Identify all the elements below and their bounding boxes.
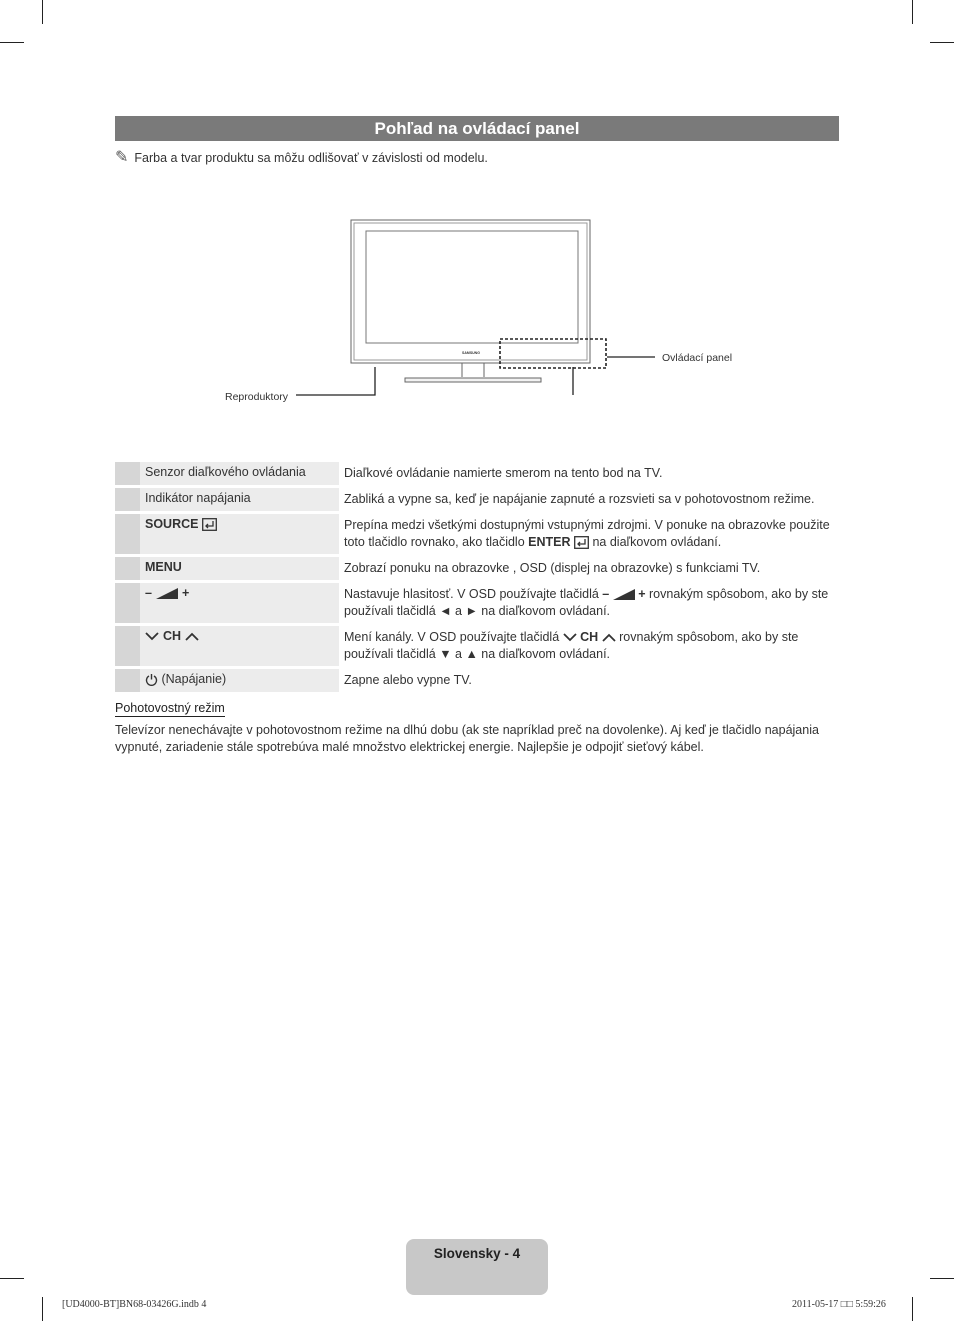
table-row bbox=[115, 626, 839, 666]
controls-table bbox=[115, 462, 839, 695]
control-name: Senzor diaľkového ovládania bbox=[140, 462, 339, 485]
volume-icon bbox=[613, 589, 635, 600]
table-row bbox=[115, 583, 839, 623]
crop-mark bbox=[42, 1297, 43, 1321]
enter-icon bbox=[574, 536, 589, 549]
desc-part: Mení kanály. V OSD používajte tlačidlá bbox=[344, 630, 563, 644]
control-desc bbox=[339, 583, 839, 623]
control-desc bbox=[339, 626, 839, 666]
chevron-up-icon bbox=[185, 632, 199, 641]
table-row bbox=[115, 462, 839, 485]
chevron-down-icon bbox=[145, 632, 159, 641]
control-desc: Zobrazí ponuku na obrazovke , OSD (displej na obrazovke) s funkciami TV. bbox=[344, 561, 761, 575]
ch-label: CH bbox=[163, 629, 182, 643]
row-marker bbox=[115, 626, 140, 666]
brand-logo: SAMSUNG bbox=[462, 351, 480, 355]
minus-symbol: – bbox=[602, 587, 610, 601]
control-desc bbox=[339, 514, 839, 554]
desc-part: rovnakým spôsobom, ako by ste používali tlačidlá ▼ a ▲ na diaľkovom ovládaní. bbox=[344, 630, 799, 661]
crop-mark bbox=[930, 1278, 954, 1279]
control-name bbox=[140, 669, 339, 692]
page-number-tab: Slovensky - 4 bbox=[406, 1239, 548, 1295]
desc-part: Nastavuje hlasitosť. V OSD používajte tlačidlá bbox=[344, 587, 603, 601]
crop-mark bbox=[912, 1297, 913, 1321]
note-text: Farba a tvar produktu sa môžu odlišovať v závislosti od modelu. bbox=[134, 151, 488, 165]
table-row bbox=[115, 488, 839, 511]
control-name bbox=[140, 626, 339, 666]
table-row bbox=[115, 557, 839, 580]
standby-text: Televízor nenechávajte v pohotovostnom režime na dlhú dobu (ak ste napríklad preč na dovolenke). Aj keď je tlačidlo napájania vypnuté, zariadenie stále spotrebúva malé množstvo elektrickej energie. Najlepšie je odpojiť sieťový kábel. bbox=[115, 723, 819, 754]
label-speakers: Reproduktory bbox=[225, 391, 289, 403]
pencil-note-icon: ✎ bbox=[115, 149, 129, 166]
print-filename: [UD4000-BT]BN68-03426G.indb 4 bbox=[62, 1299, 207, 1310]
row-marker bbox=[115, 669, 140, 692]
plus-symbol: + bbox=[638, 587, 646, 601]
power-icon bbox=[145, 673, 158, 686]
ch-label: CH bbox=[580, 630, 599, 644]
tv-diagram bbox=[0, 0, 954, 440]
page-title: Pohľad na ovládací panel bbox=[115, 116, 839, 141]
crop-mark bbox=[0, 1278, 24, 1279]
enter-icon bbox=[202, 518, 217, 531]
control-name bbox=[140, 583, 339, 623]
table-row bbox=[115, 669, 839, 692]
chevron-up-icon bbox=[602, 633, 616, 642]
row-marker bbox=[115, 488, 140, 511]
tv-illustration bbox=[296, 220, 655, 395]
control-desc: Diaľkové ovládanie namierte smerom na tento bod na TV. bbox=[344, 466, 663, 480]
print-timestamp: 2011-05-17 □□ 5:59:26 bbox=[792, 1299, 886, 1310]
source-label: SOURCE bbox=[145, 517, 199, 531]
enter-key-label: ENTER bbox=[528, 535, 571, 549]
row-marker bbox=[115, 462, 140, 485]
control-desc: Zapne alebo vypne TV. bbox=[344, 673, 472, 687]
desc-part: na diaľkovom ovládaní. bbox=[589, 535, 722, 549]
standby-heading: Pohotovostný režim bbox=[115, 701, 225, 715]
desc-part: rovnakým spôsobom, ako by ste používali tlačidlá ◄ a ► na diaľkovom ovládaní. bbox=[344, 587, 829, 618]
control-name: MENU bbox=[140, 557, 339, 580]
power-label: (Napájanie) bbox=[161, 672, 227, 686]
control-name: Indikátor napájania bbox=[140, 488, 339, 511]
desc-part: Prepína medzi všetkými dostupnými vstupnými zdrojmi. V ponuke na obrazovke použite toto tlačidlo rovnako, ako tlačidlo bbox=[344, 518, 830, 549]
control-desc: Zabliká a vypne sa, keď je napájanie zapnuté a rozsvieti sa v pohotovostnom režime. bbox=[344, 492, 815, 506]
minus-symbol: – bbox=[145, 586, 152, 600]
chevron-down-icon bbox=[563, 633, 577, 642]
volume-icon bbox=[156, 588, 178, 599]
control-name bbox=[140, 514, 339, 554]
label-control-panel: Ovládací panel bbox=[662, 352, 733, 364]
table-row bbox=[115, 514, 839, 554]
plus-symbol: + bbox=[181, 586, 190, 600]
row-marker bbox=[115, 514, 140, 554]
row-marker bbox=[115, 557, 140, 580]
row-marker bbox=[115, 583, 140, 623]
